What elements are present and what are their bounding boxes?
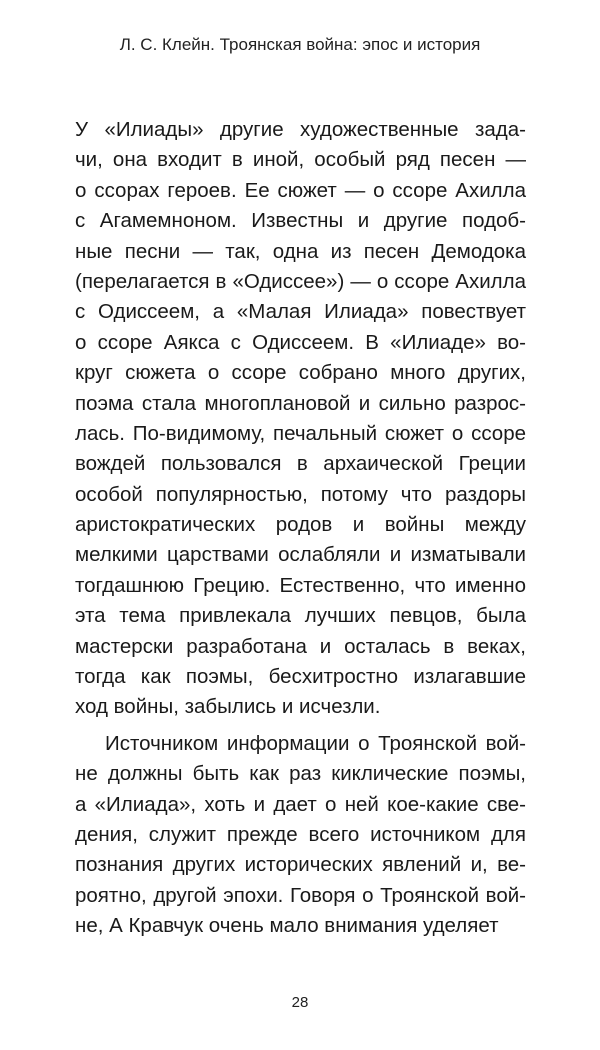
text-line: роятно, другой эпохи. Говоря о Троянской вой- xyxy=(75,883,526,907)
paragraph-2 xyxy=(75,729,526,942)
text-line: мастерски разработана и осталась в веках, xyxy=(75,634,526,658)
paragraph-1 xyxy=(75,115,526,723)
text-line: чи, она входит в иной, особый ряд песен — xyxy=(75,148,526,172)
text-line: тогдашнюю Грецию. Естественно, что именно xyxy=(75,573,526,597)
text-line: ход войны, забылись и исчезли. xyxy=(75,695,381,719)
body-text xyxy=(75,115,526,942)
text-line: (перелагается в «Одиссее») — о ссоре Ахилла xyxy=(75,269,526,293)
text-line: не, А Кравчук очень мало внимания уделяет xyxy=(75,914,499,938)
text-line: а «Илиада», хоть и дает о ней кое-какие све- xyxy=(75,792,526,816)
text-line: аристократических родов и войны между xyxy=(75,513,526,537)
text-line: поэма стала многоплановой и сильно разрос- xyxy=(75,391,526,415)
text-line: познания других исторических явлений и, ве- xyxy=(75,853,526,877)
text-line: У «Илиады» другие художественные зада- xyxy=(75,118,526,141)
text-line: о ссоре Аякса с Одиссеем. В «Илиаде» во- xyxy=(75,330,526,354)
text-line: круг сюжета о ссоре собрано много других, xyxy=(75,361,526,385)
text-line: с Одиссеем, а «Малая Илиада» повествует xyxy=(75,300,526,324)
running-header: Л. С. Клейн. Троянская война: эпос и история xyxy=(119,35,481,54)
text-line: мелкими царствами ослабляли и изматывали xyxy=(75,543,526,567)
text-line: ные песни — так, одна из песен Демодока xyxy=(75,239,526,263)
text-line: дения, служит прежде всего источником для xyxy=(75,822,526,846)
page-number: 28 xyxy=(291,994,309,1011)
text-line: эта тема привлекала лучших певцов, была xyxy=(75,604,526,628)
text-line: тогда как поэмы, бесхитростно излагавшие xyxy=(75,665,526,689)
text-line: не должны быть как раз киклические поэмы, xyxy=(75,762,526,786)
text-line: лась. По-видимому, печальный сюжет о ссоре xyxy=(75,421,526,445)
text-line: с Агамемноном. Известны и другие подоб- xyxy=(75,209,526,233)
text-line: о ссорах героев. Ее сюжет — о ссоре Ахилла xyxy=(75,178,526,202)
text-line: особой популярностью, потому что раздоры xyxy=(75,482,526,506)
text-line: Источником информации о Троянской вой- xyxy=(105,731,526,755)
text-line: вождей пользовался в архаической Греции xyxy=(75,452,526,476)
